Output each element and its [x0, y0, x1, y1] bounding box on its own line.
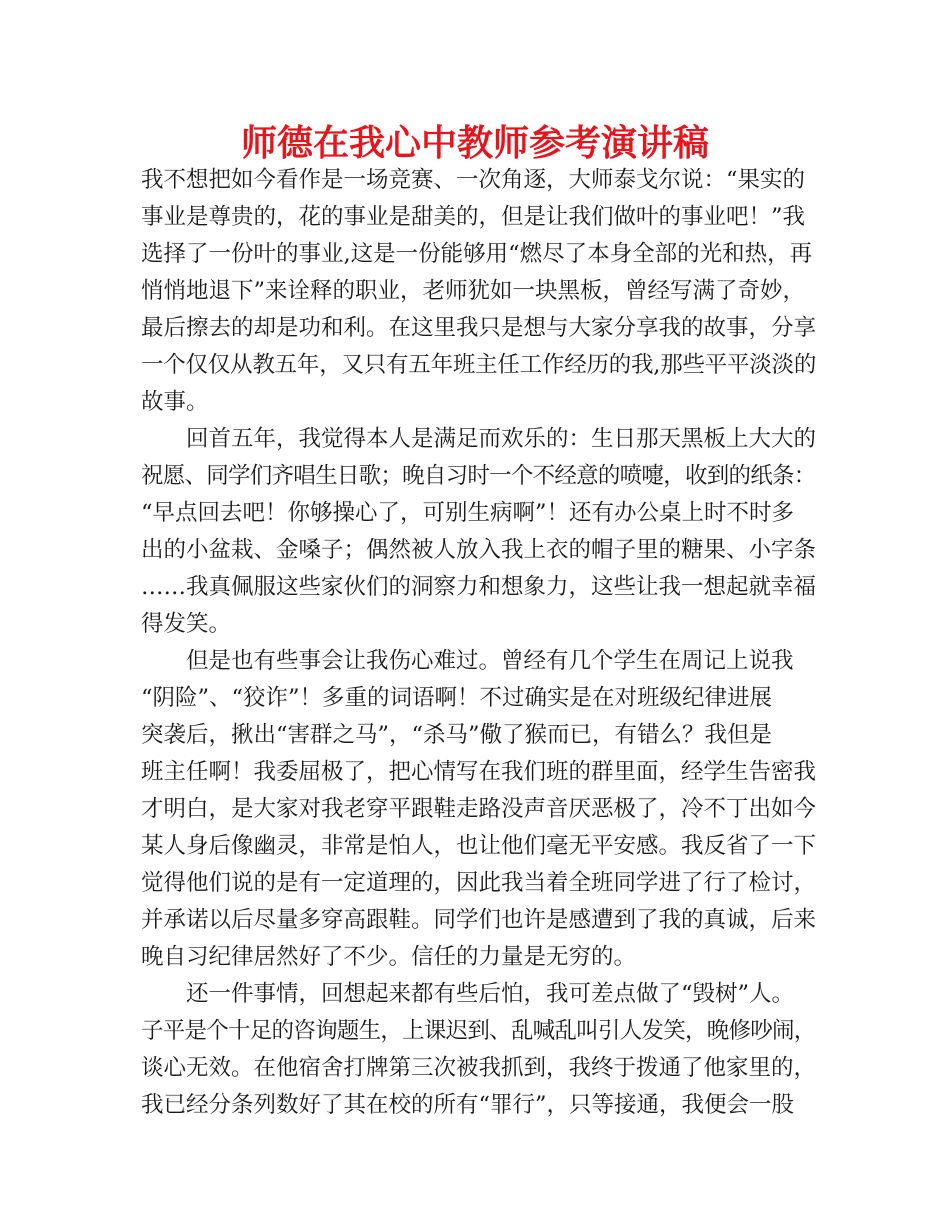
text-line: 并承诺以后尽量多穿高跟鞋。同学们也许是感遭到了我的真诚，后来 [141, 907, 816, 933]
text-line: 出的小盆栽、金嗓子；偶然被人放入我上衣的帽子里的糖果、小字条 [141, 537, 816, 563]
text-line: 事业是尊贵的，花的事业是甜美的，但是让我们做叶的事业吧！”我 [141, 204, 806, 230]
text-line: 某人身后像幽灵，非常是怕人，也让他们毫无平安感。我反省了一下 [141, 833, 816, 859]
text-line: 选择了一份叶的事业,这是一份能够用“燃尽了本身全部的光和热，再 [141, 241, 813, 267]
text-line: 班主任啊！我委屈极了，把心情写在我们班的群里面，经学生告密我 [141, 759, 816, 785]
text-line: 觉得他们说的是有一定道理的，因此我当着全班同学进了行了检讨， [141, 870, 816, 896]
text-line: 故事。 [141, 389, 209, 415]
document-body [141, 162, 816, 1124]
paragraph [141, 162, 816, 421]
paragraph [141, 421, 816, 643]
text-line: 才明白，是大家对我老穿平跟鞋走路没声音厌恶极了，冷不丁出如今 [141, 796, 816, 822]
text-line: 我不想把如今看作是一场竞赛、一次角逐，大师泰戈尔说：“果实的 [141, 167, 806, 193]
text-line: 晚自习纪律居然好了不少。信任的力量是无穷的。 [141, 944, 637, 970]
paragraph [141, 643, 816, 976]
document-title: 师德在我心中教师参考演讲稿 [240, 123, 709, 164]
text-line: 祝愿、同学们齐唱生日歌；晚自习时一个不经意的喷嚏，收到的纸条： [141, 463, 816, 489]
text-line: 最后擦去的却是功和利。在这里我只是想与大家分享我的故事，分享 [141, 315, 816, 341]
text-line: 谈心无效。在他宿舍打牌第三次被我抓到，我终于拨通了他家里的， [141, 1055, 816, 1081]
text-line: 回首五年，我觉得本人是满足而欢乐的：生日那天黑板上大大的 [186, 426, 816, 452]
text-line: 一个仅仅从教五年，又只有五年班主任工作经历的我,那些平平淡淡的 [141, 352, 816, 378]
text-line: “阴险”、“狡诈”！多重的词语啊！不过确实是在对班级纪律进展 [141, 685, 773, 711]
text-line: ……我真佩服这些家伙们的洞察力和想象力，这些让我一想起就幸福 [141, 574, 816, 600]
text-line: 我已经分条列数好了其在校的所有“罪行”，只等接通，我便会一股 [141, 1092, 795, 1118]
text-line: 突袭后，揪出“害群之马”，“杀马”儆了猴而已，有错么？我但是 [141, 722, 773, 748]
paragraph [141, 976, 816, 1124]
text-line: 但是也有些事会让我伤心难过。曾经有几个学生在周记上说我 [186, 648, 794, 674]
text-line: 得发笑。 [141, 611, 232, 637]
text-line: 子平是个十足的咨询题生，上课迟到、乱喊乱叫引人发笑，晚修吵闹， [141, 1018, 816, 1044]
text-line: 悄悄地退下”来诠释的职业，老师犹如一块黑板，曾经写满了奇妙， [141, 278, 806, 304]
text-line: “早点回去吧！你够操心了，可别生病啊”！还有办公桌上时不时多 [141, 500, 795, 526]
text-line: 还一件事情，回想起来都有些后怕，我可差点做了“毁树”人。 [186, 981, 795, 1007]
